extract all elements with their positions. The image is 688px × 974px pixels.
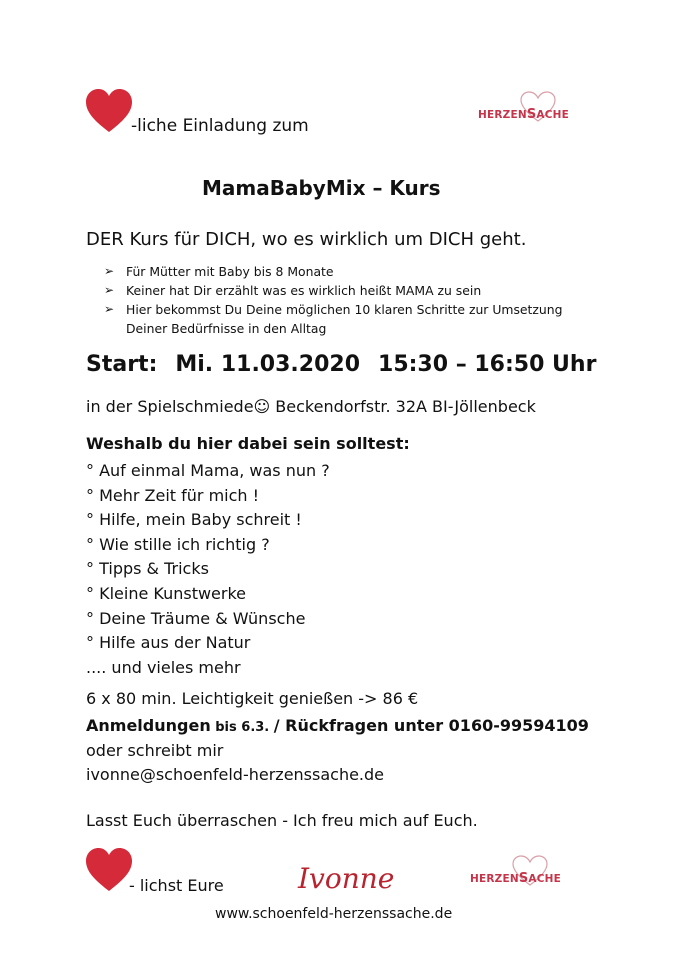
list-item: ° Deine Träume & Wünsche: [86, 608, 306, 628]
herzenssache-logo: [478, 93, 578, 133]
list-item: ° Auf einmal Mama, was nun ?: [86, 461, 330, 480]
list-item: ➢ Für Mütter mit Baby bis 8 Monate: [104, 264, 334, 279]
registration-label: Anmeldungen: [86, 716, 211, 735]
logo-text: HERZENSACHE: [478, 107, 569, 122]
list-item: ➢ Hier bekommst Du Deine möglichen 10 klaren Schritte zur Umsetzung: [104, 302, 563, 317]
signature: Ivonne: [298, 862, 395, 895]
location: in der Spielschmiede☺ Beckendorfstr. 32A BI-Jöllenbeck: [86, 397, 536, 416]
start-date: Mi. 11.03.2020: [175, 352, 361, 377]
start-label: Start:: [86, 352, 158, 377]
registration-line: [86, 716, 589, 735]
list-item: ° Tipps & Tricks: [86, 559, 209, 579]
list-item-continuation: Deiner Bedürfnisse in den Alltag: [126, 321, 327, 336]
arrow-icon: ➢: [104, 283, 115, 297]
registration-phone: / Rückfragen unter 0160-99594109: [273, 716, 589, 735]
list-item: ° Hilfe, mein Baby schreit !: [86, 510, 302, 530]
course-title: MamaBabyMix – Kurs: [202, 176, 441, 200]
list-item: .... und vieles mehr: [86, 657, 241, 677]
list-item: ° Hilfe aus der Natur: [86, 633, 251, 653]
list-item: ° Mehr Zeit für mich !: [86, 485, 260, 505]
list-item: ° Kleine Kunstwerke: [86, 583, 247, 603]
write-to-text: oder schreibt mir: [86, 741, 224, 760]
pricing-text: 6 x 80 min. Leichtigkeit genießen -> 86 €: [86, 689, 419, 708]
registration-deadline: bis 6.3.: [210, 720, 274, 735]
course-subtitle: DER Kurs für DICH, wo es wirklich um DICH geht.: [86, 229, 527, 250]
logo-text: HERZENSACHE: [470, 871, 561, 886]
invitation-text: -liche Einladung zum: [131, 116, 309, 136]
herzenssache-logo: [470, 857, 570, 897]
heart-icon: [86, 89, 132, 133]
arrow-icon: ➢: [104, 302, 115, 316]
website-link[interactable]: www.schoenfeld-herzenssache.de: [215, 906, 453, 922]
heart-icon: [86, 848, 132, 892]
reasons-list: [86, 459, 330, 680]
closing-message: Lasst Euch überraschen - Ich freu mich auf Euch.: [86, 811, 478, 830]
list-item: ➢ Keiner hat Dir erzählt was es wirklich heißt MAMA zu sein: [104, 283, 482, 298]
start-line: [86, 352, 596, 377]
smiley-icon: ☺: [253, 397, 271, 416]
reasons-heading: Weshalb du hier dabei sein solltest:: [86, 434, 410, 453]
start-time: 15:30 – 16:50 Uhr: [378, 352, 597, 377]
signoff-text: - lichst Eure: [129, 876, 224, 895]
email-link[interactable]: ivonne@schoenfeld-herzenssache.de: [86, 765, 385, 784]
list-item: ° Wie stille ich richtig ?: [86, 534, 270, 554]
bullet-list: [104, 262, 563, 338]
arrow-icon: ➢: [104, 264, 115, 278]
